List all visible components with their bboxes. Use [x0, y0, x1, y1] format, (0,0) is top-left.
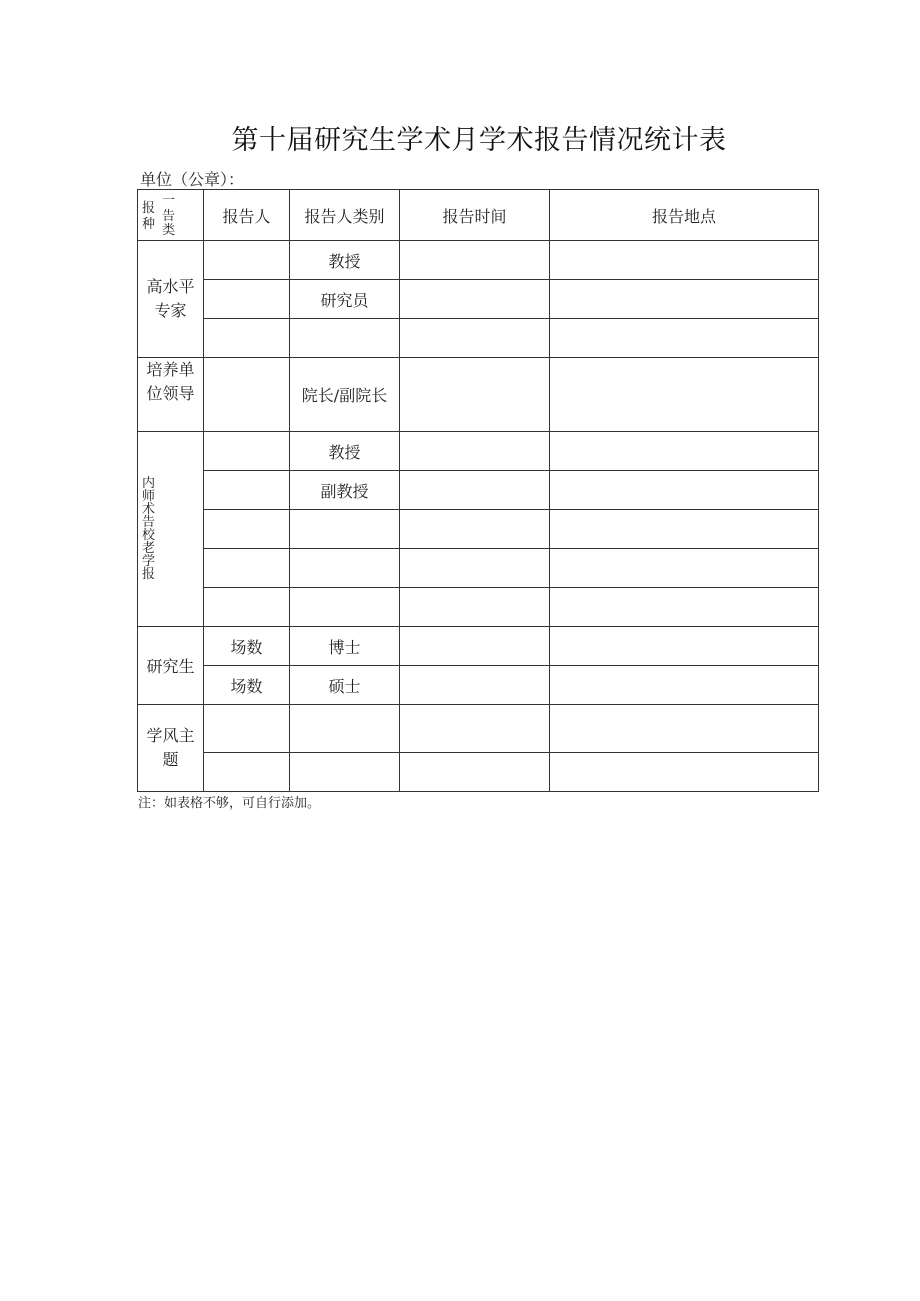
table-row	[138, 280, 819, 319]
reporter-cell[interactable]	[204, 471, 290, 510]
time-cell[interactable]	[400, 705, 550, 753]
category-cell: 研究员	[290, 280, 400, 319]
table-row	[138, 358, 819, 432]
place-cell[interactable]	[550, 666, 819, 705]
place-cell[interactable]	[550, 549, 819, 588]
header-reporter: 报告人	[204, 190, 290, 241]
category-cell[interactable]	[290, 319, 400, 358]
category-cell: 院长/副院长	[290, 358, 400, 432]
category-cell: 教授	[290, 241, 400, 280]
group-student-cell: 研究生	[138, 627, 204, 705]
group-expert-cell	[138, 241, 204, 358]
time-cell[interactable]	[400, 666, 550, 705]
header-place: 报告地点	[550, 190, 819, 241]
table-row	[138, 588, 819, 627]
time-cell[interactable]	[400, 471, 550, 510]
category-cell[interactable]	[290, 705, 400, 753]
reporter-cell[interactable]	[204, 432, 290, 471]
table-row	[138, 319, 819, 358]
time-cell[interactable]	[400, 627, 550, 666]
header-time: 报告时间	[400, 190, 550, 241]
place-cell[interactable]	[550, 588, 819, 627]
category-cell[interactable]	[290, 753, 400, 792]
reporter-cell[interactable]	[204, 510, 290, 549]
table-row	[138, 753, 819, 792]
time-cell[interactable]	[400, 549, 550, 588]
corner-left1-text: 报	[142, 201, 156, 216]
report-table	[137, 189, 819, 792]
table-header-row	[138, 190, 819, 241]
group-style-label: 学风主题	[146, 726, 195, 769]
category-cell: 教授	[290, 432, 400, 471]
group-expert-label: 高水平专家	[146, 277, 195, 320]
table-row	[138, 705, 819, 753]
table-row	[138, 471, 819, 510]
table-row	[138, 241, 819, 280]
place-cell[interactable]	[550, 358, 819, 432]
place-cell[interactable]	[550, 432, 819, 471]
time-cell[interactable]	[400, 319, 550, 358]
corner-header-cell	[138, 190, 204, 241]
table-row	[138, 510, 819, 549]
table-row	[138, 549, 819, 588]
reporter-cell[interactable]	[204, 241, 290, 280]
category-cell: 博士	[290, 627, 400, 666]
category-cell: 副教授	[290, 471, 400, 510]
table-row	[138, 627, 819, 666]
table-row	[138, 666, 819, 705]
time-cell[interactable]	[400, 432, 550, 471]
corner-top-text: 一	[162, 193, 176, 208]
time-cell[interactable]	[400, 753, 550, 792]
place-cell[interactable]	[550, 627, 819, 666]
place-cell[interactable]	[550, 705, 819, 753]
reporter-cell[interactable]	[204, 588, 290, 627]
place-cell[interactable]	[550, 280, 819, 319]
group-leader-label: 培养单位领导	[146, 360, 195, 403]
page-title: 第十届研究生学术月学术报告情况统计表	[231, 125, 727, 156]
reporter-cell[interactable]	[204, 280, 290, 319]
group-teacher-label: 内师术告校老学报	[142, 476, 156, 582]
place-cell[interactable]	[550, 319, 819, 358]
header-category: 报告人类别	[290, 190, 400, 241]
reporter-cell[interactable]	[204, 705, 290, 753]
time-cell[interactable]	[400, 280, 550, 319]
place-cell[interactable]	[550, 471, 819, 510]
group-teacher-cell	[138, 432, 204, 627]
category-cell[interactable]	[290, 549, 400, 588]
footnote: 注：如表格不够，可自行添加。	[138, 796, 321, 811]
place-cell[interactable]	[550, 241, 819, 280]
reporter-cell[interactable]	[204, 358, 290, 432]
time-cell[interactable]	[400, 241, 550, 280]
reporter-cell[interactable]	[204, 753, 290, 792]
time-cell[interactable]	[400, 588, 550, 627]
time-cell[interactable]	[400, 358, 550, 432]
reporter-cell[interactable]	[204, 549, 290, 588]
group-leader-cell	[138, 358, 204, 432]
reporter-cell[interactable]	[204, 319, 290, 358]
place-cell[interactable]	[550, 753, 819, 792]
category-cell[interactable]	[290, 510, 400, 549]
count-cell: 场数	[204, 666, 290, 705]
category-cell: 硕士	[290, 666, 400, 705]
group-style-cell	[138, 705, 204, 792]
table-row	[138, 432, 819, 471]
corner-left2-text: 种	[142, 217, 156, 232]
category-cell[interactable]	[290, 588, 400, 627]
corner-right1-text: 告	[162, 209, 176, 224]
place-cell[interactable]	[550, 510, 819, 549]
time-cell[interactable]	[400, 510, 550, 549]
unit-seal-label: 单位（公章）：	[140, 170, 245, 189]
count-cell: 场数	[204, 627, 290, 666]
corner-right2-text: 类	[162, 223, 176, 238]
